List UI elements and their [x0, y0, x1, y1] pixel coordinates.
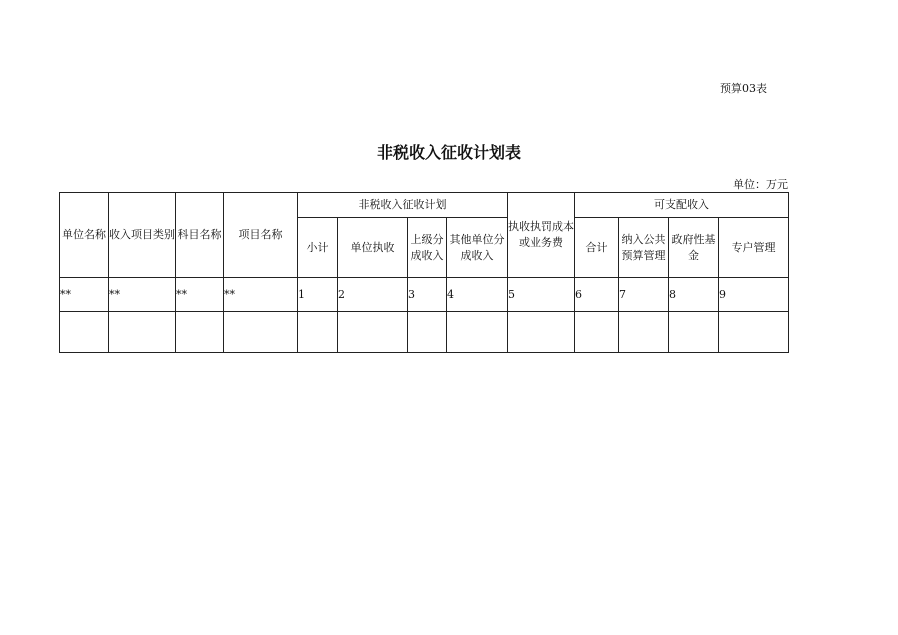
- table-cell: [224, 312, 298, 353]
- header-public-budget: 纳入公共预算管理: [619, 218, 669, 278]
- header-collection-plan: 非税收入征收计划: [298, 193, 508, 218]
- table-cell: [109, 312, 176, 353]
- table-cell: [176, 312, 224, 353]
- table-cell: 7: [619, 278, 669, 312]
- header-enforcement-cost: 执收执罚成本或业务费: [508, 193, 575, 278]
- table-cell: [60, 312, 109, 353]
- form-code: 预算03表: [720, 82, 767, 95]
- header-disposable-income: 可支配收入: [575, 193, 789, 218]
- collection-plan-table: [59, 192, 789, 353]
- header-subtotal: 小计: [298, 218, 338, 278]
- table-cell: [719, 312, 789, 353]
- header-special-account: 专户管理: [719, 218, 789, 278]
- table-cell: 9: [719, 278, 789, 312]
- page-title: 非税收入征收计划表: [376, 143, 521, 162]
- table-cell: **: [60, 278, 109, 312]
- table-cell: [619, 312, 669, 353]
- table-cell: 5: [508, 278, 575, 312]
- table-cell: 4: [447, 278, 508, 312]
- unit-label: 单位：万元: [733, 178, 788, 191]
- table-row: [60, 312, 789, 353]
- table-row: [60, 278, 789, 312]
- table-cell: [338, 312, 408, 353]
- table-cell: **: [176, 278, 224, 312]
- header-income-category: 收入项目类别: [109, 193, 176, 278]
- table-cell: [575, 312, 619, 353]
- header-unit-collect: 单位执收: [338, 218, 408, 278]
- header-gov-fund: 政府性基金: [669, 218, 719, 278]
- table-cell: 8: [669, 278, 719, 312]
- table-cell: 3: [408, 278, 447, 312]
- header-total: 合计: [575, 218, 619, 278]
- header-upper-share: 上级分成收入: [408, 218, 447, 278]
- table-cell: [508, 312, 575, 353]
- table-cell: [408, 312, 447, 353]
- table-cell: 1: [298, 278, 338, 312]
- table-cell: **: [224, 278, 298, 312]
- table-cell: 6: [575, 278, 619, 312]
- header-other-share: 其他单位分成收入: [447, 218, 508, 278]
- table-cell: [669, 312, 719, 353]
- table-cell: **: [109, 278, 176, 312]
- table-cell: [298, 312, 338, 353]
- table-cell: [447, 312, 508, 353]
- header-unit-name: 单位名称: [60, 193, 109, 278]
- header-item-name: 项目名称: [224, 193, 298, 278]
- table-cell: 2: [338, 278, 408, 312]
- header-subject-name: 科目名称: [176, 193, 224, 278]
